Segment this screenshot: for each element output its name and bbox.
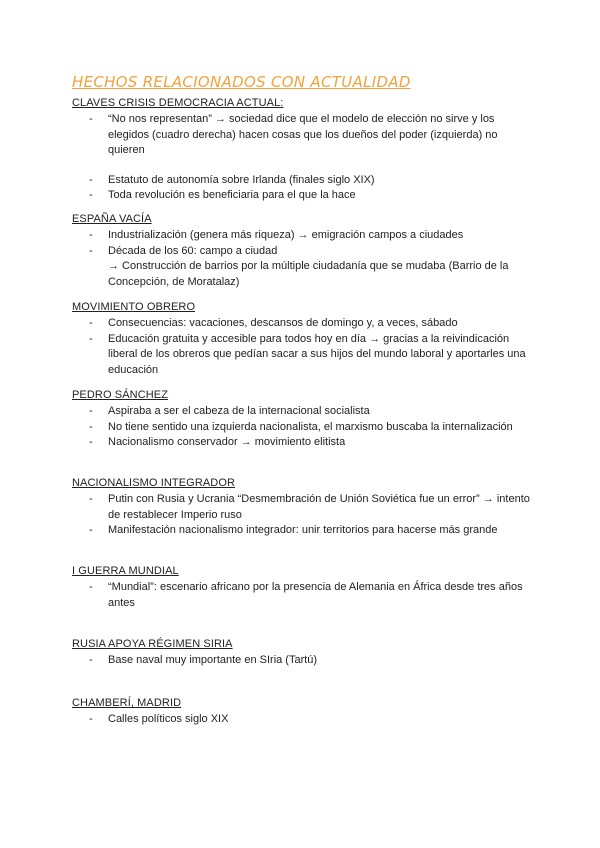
section-i-guerra-mundial [72, 565, 532, 611]
section-nacionalismo-integrador [72, 477, 532, 539]
list-item: - Década de los 60: campo a ciudad → Construcción de barrios por la múltiple ciudadanía que se mudaba (Barrio de la Concepción, de Moratalaz) [72, 244, 532, 291]
sub-line: → Construcción de barrios por la múltiple ciudadanía que se mudaba (Barrio de la Concepción, de Moratalaz) [108, 260, 509, 288]
dash-bullet: - [89, 244, 93, 257]
bullet-list [72, 653, 532, 669]
dash-bullet: - [89, 524, 93, 536]
section-rusia-siria [72, 638, 532, 669]
section-heading: ESPAÑA VACÍA [72, 213, 152, 225]
dash-bullet: - [89, 229, 93, 241]
section-heading: MOVIMIENTO OBRERO [72, 301, 196, 313]
list-item: - Toda revolución es beneficiaria para el que la hace [72, 188, 532, 204]
section-heading: I GUERRA MUNDIAL [72, 565, 179, 577]
dash-bullet: - [89, 713, 93, 725]
section-heading: NACIONALISMO INTEGRADOR [72, 477, 236, 489]
section-espana-vacia [72, 213, 532, 290]
dash-bullet: - [89, 581, 93, 593]
section-heading: CHAMBERÍ, MADRID [72, 697, 182, 709]
list-item: - Base naval muy importante en SIria (Tartú) [72, 653, 532, 669]
dash-bullet: - [89, 405, 93, 417]
list-item: - Aspiraba a ser el cabeza de la internacional socialista [72, 404, 532, 420]
section-movimiento-obrero [72, 301, 532, 378]
dash-bullet: - [89, 420, 93, 433]
bullet-list [72, 712, 532, 728]
dash-bullet: - [89, 436, 93, 448]
dash-bullet: - [89, 113, 93, 125]
bullet-list [72, 492, 532, 539]
dash-bullet: - [89, 654, 93, 666]
section-pedro-sanchez [72, 389, 532, 451]
list-item: - Educación gratuita y accesible para todos hoy en día → gracias a la reivindicación liberal de los obreros que pedían sacar a sus hijos del mundo laboral y aportarles una educación [89, 332, 526, 376]
bullet-list [72, 404, 532, 451]
page-title: HECHOS RELACIONADOS CON ACTUALIDAD [72, 73, 411, 91]
list-item: - Consecuencias: vacaciones, descansos de domingo y, a veces, sábado [72, 316, 532, 332]
list-item: - No tiene sentido una izquierda nacionalista, el marxismo buscaba la internalización [72, 420, 532, 436]
list-item: - Nacionalismo conservador → movimiento elitista [72, 435, 532, 451]
dash-bullet: - [89, 173, 93, 186]
bullet-list [72, 112, 532, 204]
bullet-list [72, 316, 532, 378]
list-item: - Manifestación nacionalismo integrador: unir territorios para hacerse más grande [72, 523, 532, 539]
section-heading: CLAVES CRISIS DEMOCRACIA ACTUAL: [72, 97, 284, 109]
list-item: - Calles políticos siglo XIX [72, 712, 532, 728]
dash-bullet: - [89, 493, 93, 505]
dash-bullet: - [89, 332, 93, 345]
section-heading: RUSIA APOYA RÉGIMEN SIRIA [72, 638, 233, 650]
section-heading: PEDRO SÁNCHEZ [72, 389, 169, 401]
spacer [72, 159, 532, 173]
list-item: - Putin con Rusia y Ucrania “Desmembración de Unión Soviética fue un error” → intento de restablecer Imperio ruso [89, 493, 530, 521]
section-claves-crisis [72, 97, 532, 204]
bullet-list [72, 580, 532, 611]
list-item: - Industrialización (genera más riqueza) → emigración campos a ciudades [72, 228, 532, 244]
list-item: - “No nos representan” → sociedad dice que el modelo de elección no sirve y los elegidos (cuadro derecha) hacen cosas que los dueños del poder (izquierda) no quieren [89, 113, 498, 156]
section-chamberi-madrid [72, 697, 532, 728]
dash-bullet: - [89, 317, 93, 329]
list-item: - “Mundial”: escenario africano por la presencia de Alemania en África desde tres años antes [89, 581, 523, 609]
bullet-list [72, 228, 532, 290]
dash-bullet: - [89, 189, 93, 201]
list-item: - Estatuto de autonomía sobre Irlanda (finales siglo XIX) [72, 173, 532, 189]
